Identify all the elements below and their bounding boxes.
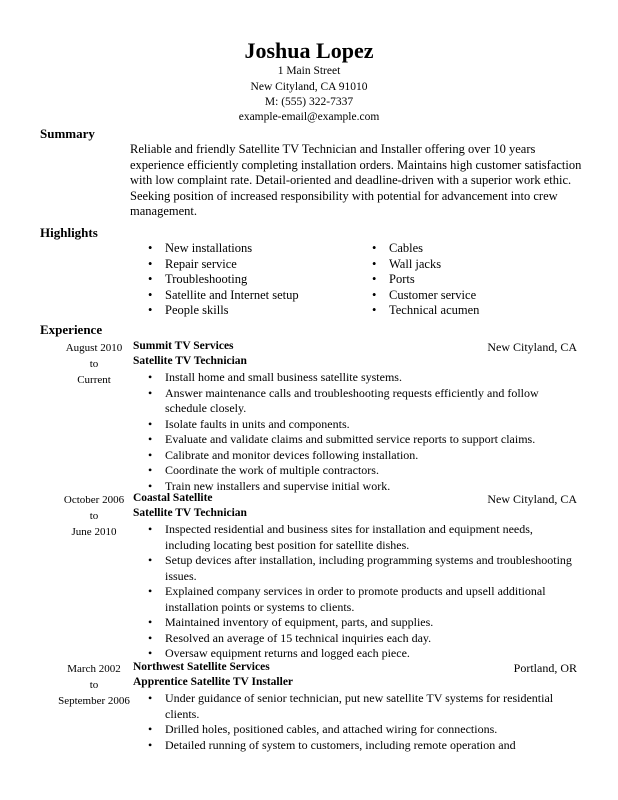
- list-item: • Satellite and Internet setup: [148, 288, 299, 304]
- list-item: • Train new installers and supervise initial work.: [148, 479, 578, 495]
- job-dates: [40, 661, 148, 709]
- list-item: • People skills: [148, 303, 299, 319]
- job-dates: [40, 340, 148, 388]
- job-location: New Cityland, CA: [487, 492, 577, 506]
- list-item: • Setup devices after installation, including programming systems and troubleshooting issues.: [148, 553, 578, 584]
- job-title: Satellite TV Technician: [133, 507, 247, 519]
- date-separator: to: [89, 358, 99, 370]
- job-duties: [148, 522, 578, 662]
- job-title: Apprentice Satellite TV Installer: [133, 676, 294, 688]
- experience-heading: Experience: [40, 322, 103, 337]
- job-duties: [148, 370, 578, 494]
- job-location: New Cityland, CA: [487, 340, 577, 354]
- end-date: June 2010: [71, 526, 117, 538]
- start-date: August 2010: [65, 342, 123, 354]
- list-item: • Evaluate and validate claims and submitted service reports to support claims.: [148, 432, 578, 448]
- list-item: • Technical acumen: [372, 303, 479, 319]
- list-item: • Repair service: [148, 257, 299, 273]
- job-dates: [40, 492, 148, 540]
- list-item: • Inspected residential and business sites for installation and equipment needs, including locating best position for satellite dishes.: [148, 522, 578, 553]
- list-item: • Coordinate the work of multiple contractors.: [148, 463, 578, 479]
- list-item: • Explained company services in order to promote products and upsell additional installation points or systems to clients.: [148, 584, 578, 615]
- end-date: Current: [77, 374, 111, 386]
- list-item: • Resolved an average of 15 technical inquiries each day.: [148, 631, 578, 647]
- date-separator: to: [89, 510, 99, 522]
- start-date: October 2006: [63, 494, 125, 506]
- company-name: Summit TV Services: [133, 340, 234, 352]
- list-item: • Troubleshooting: [148, 272, 299, 288]
- list-item: • Customer service: [372, 288, 479, 304]
- highlights-right-list: [372, 241, 479, 319]
- list-item: • Oversaw equipment returns and logged each piece.: [148, 646, 578, 662]
- list-item: • Under guidance of senior technician, put new satellite TV systems for residential clients.: [148, 691, 578, 722]
- company-name: Coastal Satellite: [133, 492, 213, 504]
- phone-number: M: (555) 322-7337: [264, 96, 354, 108]
- summary-text: Reliable and friendly Satellite TV Technician and Installer offering over 10 years experience efficiently completing installation orders. Maintains high customer satisfaction with low complaint rate. Detail-oriented and deadline-driven with a superior work ethic. Seeking position of increased responsibility with potential for advancement into crew management.: [130, 142, 582, 218]
- list-item: • Isolate faults in units and components.: [148, 417, 578, 433]
- list-item: • Calibrate and monitor devices following installation.: [148, 448, 578, 464]
- job-location: Portland, OR: [513, 661, 577, 675]
- list-item: • Detailed running of system to customers, including remote operation and: [148, 738, 578, 754]
- candidate-name: Joshua Lopez: [244, 38, 374, 63]
- highlights-left-list: [148, 241, 299, 319]
- job-duties: [148, 691, 578, 753]
- list-item: • Wall jacks: [372, 257, 479, 273]
- date-separator: to: [89, 679, 99, 691]
- list-item: • Install home and small business satellite systems.: [148, 370, 578, 386]
- list-item: • Drilled holes, positioned cables, and attached wiring for connections.: [148, 722, 578, 738]
- list-item: • Maintained inventory of equipment, parts, and supplies.: [148, 615, 578, 631]
- summary-heading: Summary: [40, 126, 95, 141]
- city-state-zip: New Cityland, CA 91010: [250, 81, 368, 93]
- email-address: example-email@example.com: [238, 111, 380, 123]
- list-item: • Cables: [372, 241, 479, 257]
- company-name: Northwest Satellite Services: [133, 661, 270, 673]
- list-item: • New installations: [148, 241, 299, 257]
- list-item: • Answer maintenance calls and troubleshooting requests efficiently and follow schedule closely.: [148, 386, 578, 417]
- street-address: 1 Main Street: [277, 65, 341, 77]
- job-title: Satellite TV Technician: [133, 355, 247, 367]
- list-item: • Ports: [372, 272, 479, 288]
- start-date: March 2002: [67, 663, 121, 675]
- end-date: September 2006: [58, 695, 130, 707]
- highlights-heading: Highlights: [40, 225, 98, 240]
